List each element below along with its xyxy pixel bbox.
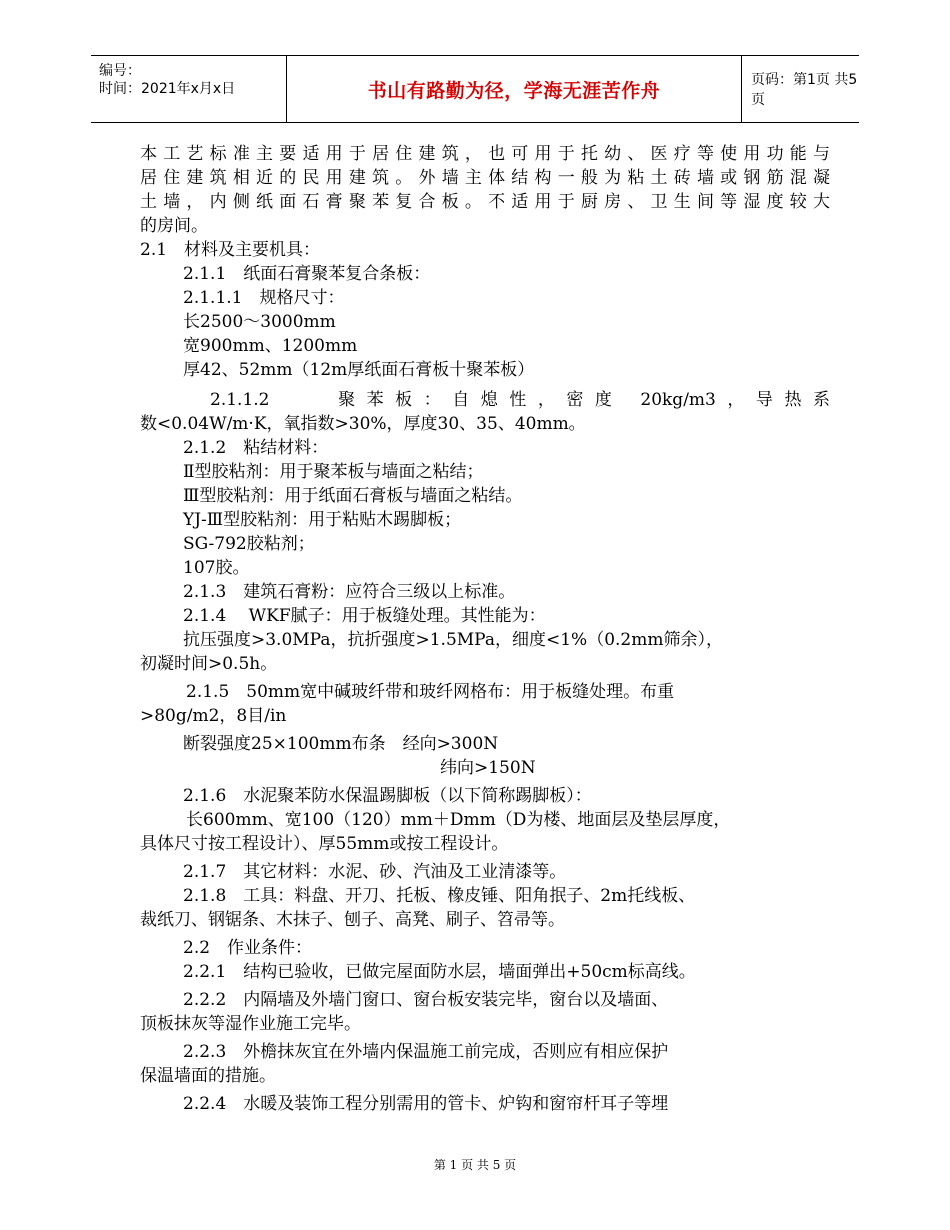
subsection-heading: 2.1.4 WKF腻子：用于板缝处理。其性能为：: [183, 606, 546, 626]
header-center-cell: [286, 56, 742, 122]
subsection-heading: 2.2.2 内隔墙及外墙门窗口、窗台板安装完毕，窗台以及墙面、: [183, 990, 669, 1010]
header-right-cell: [741, 56, 859, 122]
subsection-heading: 2.1.8 工具：料盘、开刀、托板、橡皮锤、阳角抿子、2m托线板、: [183, 886, 696, 906]
body-line: 长2500～3000mm: [183, 312, 336, 332]
body-line: 长600mm、宽100（120）mm＋Dmm（D为楼、地面层及垫层厚度，: [186, 810, 731, 830]
subsection-heading: 2.1.6 水泥聚苯防水保温踢脚板（以下简称踢脚板）：: [183, 786, 592, 806]
subsection-heading: 2.1.2 粘结材料：: [183, 438, 329, 458]
body-line: 厚42、52mm（12m厚纸面石膏板十聚苯板）: [183, 360, 535, 380]
body-line: 具体尺寸按工程设计）、厚55mm或按工程设计。: [140, 834, 509, 854]
body-line: 的房间。: [140, 216, 208, 236]
subsection-heading: 2.1.3 建筑石膏粉：应符合三级以上标准。: [183, 582, 516, 602]
body-line: 断裂强度25×100mm布条 经向>300N: [183, 734, 499, 754]
body-line: 居住建筑相近的民用建筑。外墙主体结构一般为粘土砖墙或钢筋混凝: [140, 168, 830, 188]
page-footer: 第 1 页 共 5 页: [433, 1158, 517, 1172]
header-motto: 书山有路勤为径，学海无涯苦作舟: [367, 79, 661, 102]
subsection-heading: 2.2.1 结构已验收，已做完屋面防水层，墙面弹出+50cm标高线。: [183, 962, 696, 982]
document-number-label: 编号：: [99, 63, 141, 79]
subsection-heading: 2.1.5 50mm宽中碱玻纤带和玻纤网格布：用于板缝处理。布重: [186, 682, 675, 702]
body-line: 土墙，内侧纸面石膏聚苯复合板。不适用于厨房、卫生间等湿度较大: [140, 192, 830, 212]
body-line: Ⅲ型胶粘剂：用于纸面石膏板与墙面之粘结。: [183, 486, 523, 506]
body-line: 数<0.04W/m·K，氧指数>30%，厚度30、35、40mm。: [140, 414, 586, 434]
body-line: 纬向>150N: [440, 758, 536, 778]
body-line: YJ-Ⅲ型胶粘剂：用于粘贴木踢脚板；: [183, 510, 462, 530]
body-line: 107胶。: [183, 558, 250, 578]
section-heading: 2.1 材料及主要机具：: [140, 240, 321, 260]
section-heading: 2.2 作业条件：: [183, 938, 313, 958]
page-info-label: 页码：第1页 共5页: [751, 72, 858, 108]
header-left-cell: [91, 56, 286, 122]
body-line: 宽900mm、1200mm: [183, 336, 358, 356]
body-line: SG-792胶粘剂；: [183, 534, 315, 554]
document-date-label: 时间：2021年x月x日: [99, 81, 236, 97]
document-header: [91, 55, 859, 123]
body-line: 抗压强度>3.0MPa，抗折强度>1.5MPa，细度<1%（0.2mm筛余），: [183, 630, 723, 650]
subsection-heading: 2.2.4 水暖及装饰工程分别需用的管卡、炉钩和窗帘杆耳子等埋: [183, 1094, 669, 1114]
body-line: Ⅱ型胶粘剂：用于聚苯板与墙面之粘结；: [183, 462, 484, 482]
subsection-heading: 2.2.3 外檐抹灰宜在外墙内保温施工前完成，否则应有相应保护: [183, 1042, 669, 1062]
body-line: 2.1.1.2 聚苯板：自熄性，密度 20kg/m3，导热系: [210, 390, 830, 410]
body-line: 本工艺标准主要适用于居住建筑，也可用于托幼、医疗等使用功能与: [140, 144, 830, 164]
subsection-heading: 2.1.1.1 规格尺寸：: [183, 288, 345, 308]
subsection-heading: 2.1.1 纸面石膏聚苯复合条板：: [183, 264, 431, 284]
body-line: 初凝时间>0.5h。: [140, 654, 278, 674]
body-line: 顶板抹灰等湿作业施工完毕。: [140, 1014, 361, 1034]
body-line: >80g/m2，8目/in: [140, 706, 287, 726]
subsection-heading: 2.1.7 其它材料：水泥、砂、汽油及工业清漆等。: [183, 862, 567, 882]
body-line: 裁纸刀、钢锯条、木抹子、刨子、高凳、刷子、笤帚等。: [140, 910, 565, 930]
body-line: 保温墙面的措施。: [140, 1066, 276, 1086]
